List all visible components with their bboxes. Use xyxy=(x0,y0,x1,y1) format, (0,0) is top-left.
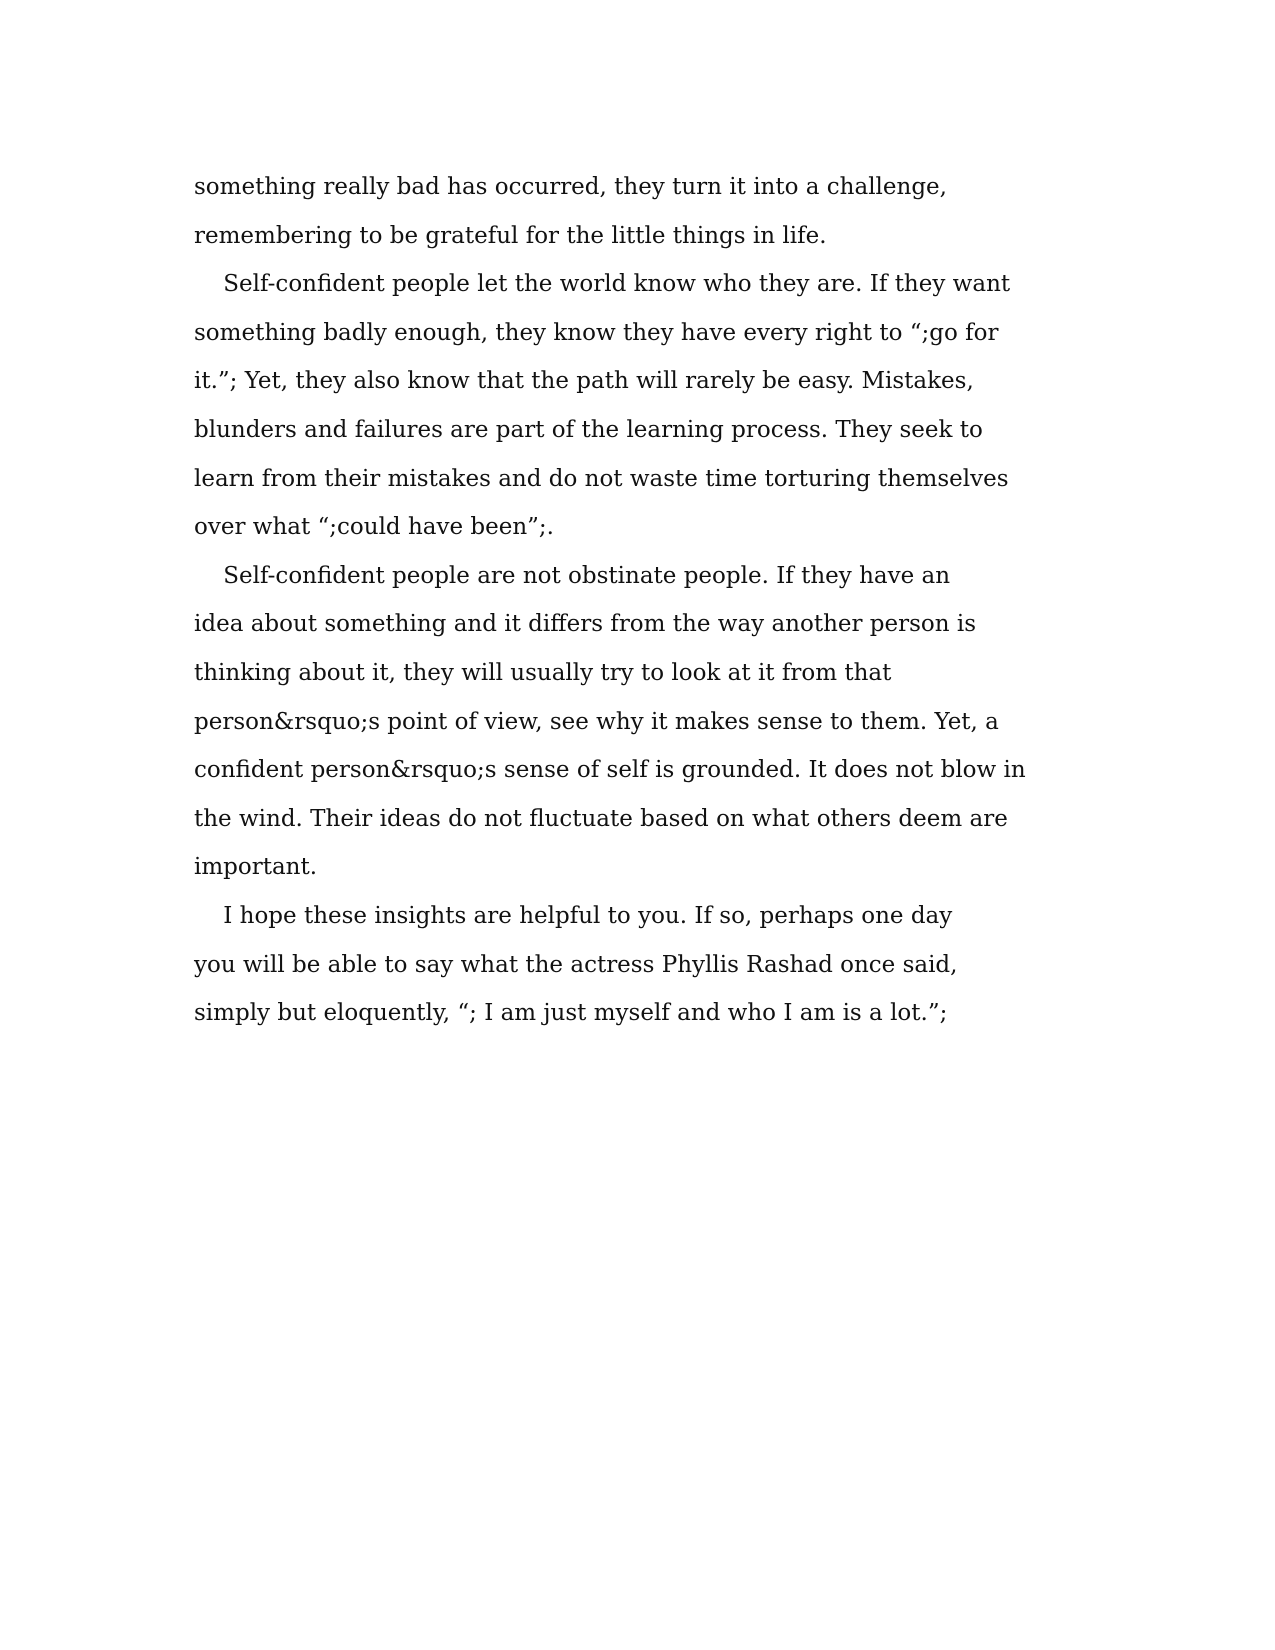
text-line: thinking about it, they will usually try to look at it from that xyxy=(194,659,892,686)
text-line: the wind. Their ideas do not fluctuate based on what others deem are xyxy=(194,805,1008,832)
text-line: important. xyxy=(194,854,318,881)
paragraph-start-line: I hope these insights are helpful to you. If so, perhaps one day xyxy=(194,902,953,929)
text-line: something really bad has occurred, they turn it into a challenge, xyxy=(194,174,947,200)
text-line: blunders and failures are part of the learning process. They seek to xyxy=(194,416,983,443)
text-line: you will be able to say what the actress Phyllis Rashad once said, xyxy=(194,951,958,978)
text-line: idea about something and it differs from the way another person is xyxy=(194,611,977,638)
text-line: person&rsquo;s point of view, see why it makes sense to them. Yet, a xyxy=(194,708,999,735)
text-line: learn from their mistakes and do not waste time torturing themselves xyxy=(194,465,1009,492)
paragraph-start-line: Self-confident people are not obstinate people. If they have an xyxy=(194,562,951,589)
paragraph-start-line: Self-confident people let the world know who they are. If they want xyxy=(194,271,1011,298)
text-line: confident person&rsquo;s sense of self is grounded. It does not blow in xyxy=(194,757,1026,784)
text-line: something badly enough, they know they have every right to “;go for xyxy=(194,319,999,346)
text-line: it.”; Yet, they also know that the path will rarely be easy. Mistakes, xyxy=(194,368,974,395)
text-line: remembering to be grateful for the little things in life. xyxy=(194,222,827,249)
text-line: simply but eloquently, “; I am just myself and who I am is a lot.”; xyxy=(194,1000,948,1027)
body-text xyxy=(194,163,1094,1038)
text-line: over what “;could have been”;. xyxy=(194,514,554,541)
